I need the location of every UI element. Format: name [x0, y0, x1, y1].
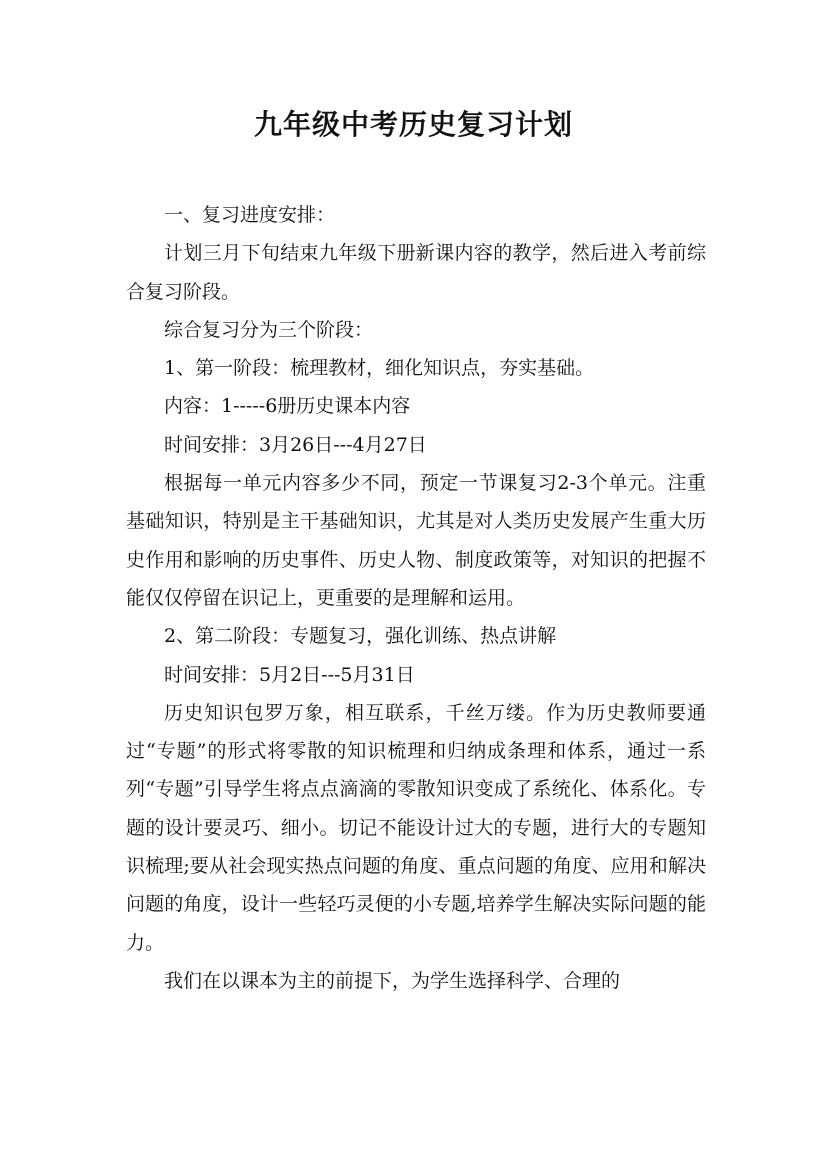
stage-2-description: 历史知识包罗万象，相互联系，千丝万缕。作为历史教师要通过“专题”的形式将零散的知识梳理和归纳成条理和体系，通过一系列“专题”引导学生将点点滴滴的零散知识变成了系统化、体系化。专题的设计要灵巧、细小。切记不能设计过大的专题，进行大的专题知识梳理;要从社会现实热点问题的角度、重点问题的角度、应用和解决问题的角度，设计一些轻巧灵便的小专题,培养学生解决实际问题的能力。 [126, 701, 706, 954]
stage-2-schedule: 时间安排：5月2日---5月31日 [164, 663, 415, 686]
document-body [126, 196, 706, 1000]
document-title: 九年级中考历史复习计划 [253, 108, 573, 141]
paragraph-plan-intro: 计划三月下旬结束九年级下册新课内容的教学，然后进入考前综合复习阶段。 [126, 242, 706, 303]
stage-1-description: 根据每一单元内容多少不同，预定一节课复习2-3个单元。注重基础知识，特别是主干基础知识，尤其是对人类历史发展产生重大历史作用和影响的历史事件、历史人物、制度政策等，对知识的把握不能仅仅停留在识记上，更重要的是理解和运用。 [126, 472, 706, 609]
paragraph-stages-intro: 综合复习分为三个阶段： [164, 318, 374, 341]
section-heading-progress: 一、复习进度安排： [164, 204, 336, 226]
stage-1-schedule: 时间安排：3月26日---4月27日 [164, 433, 427, 456]
stage-1-heading: 1、第一阶段：梳理教材，细化知识点，夯实基础。 [164, 357, 595, 380]
stage-1-content: 内容：1-----6册历史课本内容 [164, 395, 411, 418]
paragraph-continuation: 我们在以课本为主的前提下，为学生选择科学、合理的 [164, 969, 621, 992]
stage-2-heading: 2、第二阶段：专题复习，强化训练、热点讲解 [164, 625, 557, 648]
